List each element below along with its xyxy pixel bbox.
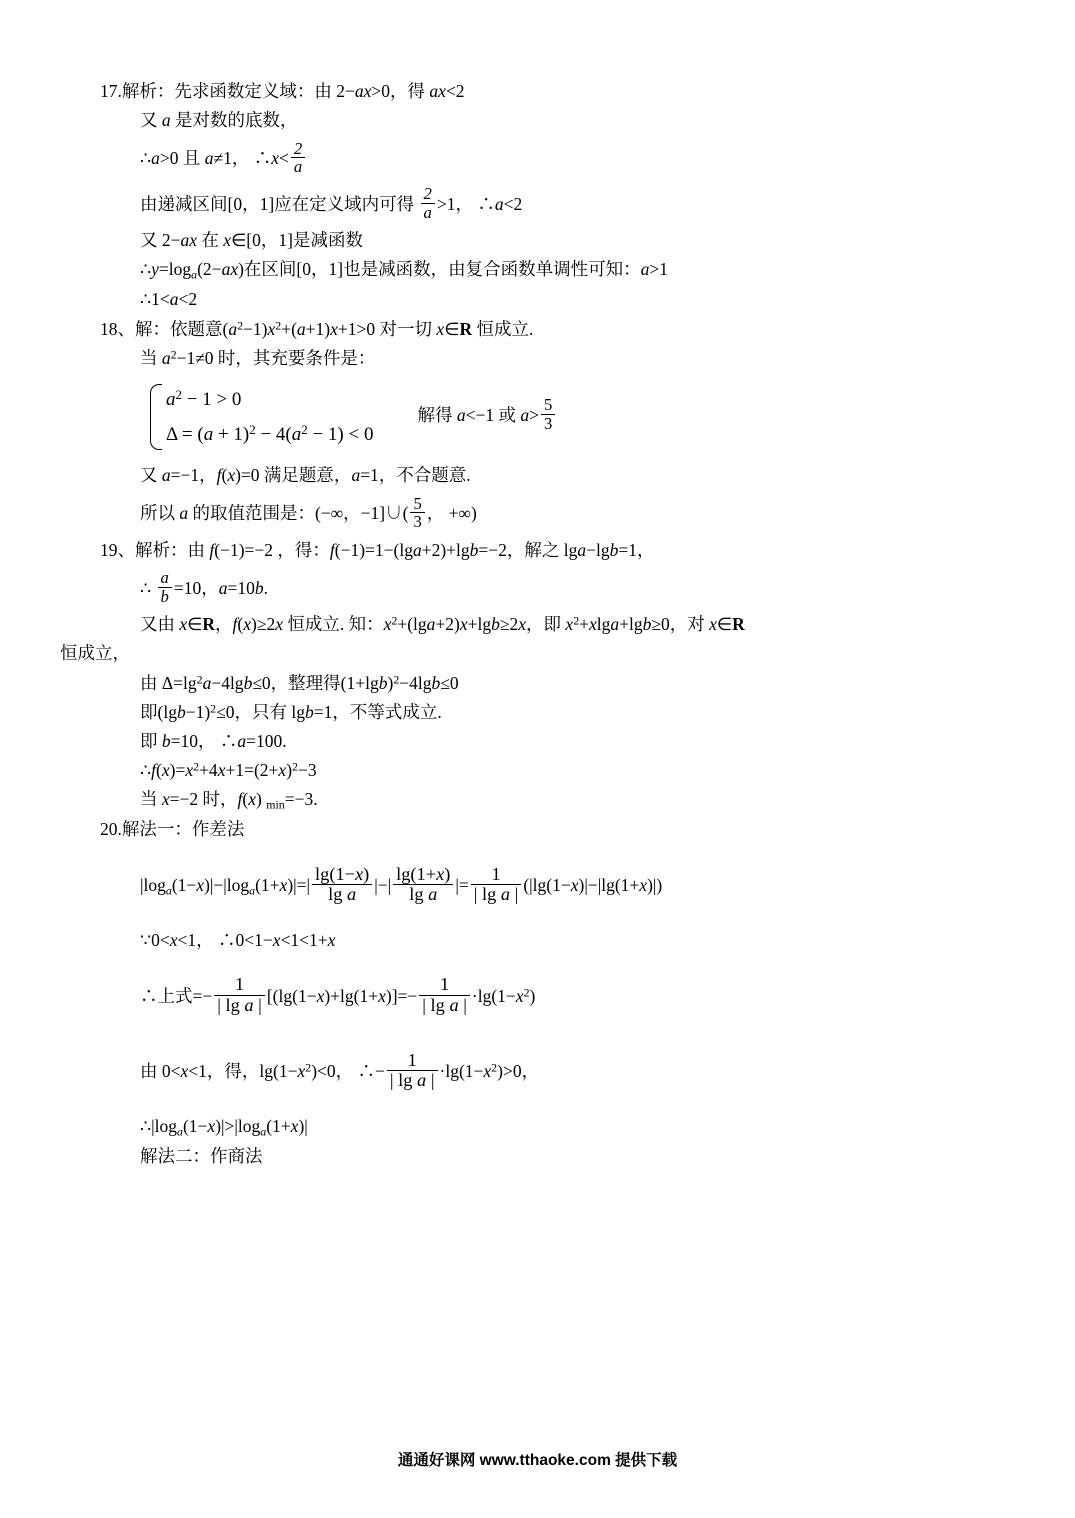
problem-19-line-7: $\therefore f(x)=x^2+4x+1=(2+x)^2-3$ xyxy=(140,759,317,780)
problem-18-line-1: 18、解：依题意$(a^2-1)x^2+(a+1)x+1>0$ 对一切 x∈R 恒成立. xyxy=(100,318,534,339)
problem-17-line-5: 又 2−ax 在 x∈[0，1]是减函数 xyxy=(140,230,363,251)
problem-19-line-1: 19、解析：由 f(−1)=−2 ，得：f(−1)=1−(lga+2)+lgb=−2，解之 lga−lgb=1， xyxy=(100,539,655,560)
problem-20-line-6: $\therefore|\log_a(1-x)|>|\log_a(1+x)|$ xyxy=(140,1115,308,1139)
problem-18-system xyxy=(100,382,980,452)
problem-19-line-2: ∴ $\frac{a}{b}$ =10，a=10b. xyxy=(140,568,268,606)
problem-18-solution-text: 解得 a<−1 或 a> $\frac{5}{3}$ xyxy=(387,399,557,435)
problem-19-line-4: 由 $\Delta=\lg^2a-4\lg b\le 0$，整理得$(1+\lg b)^2-4\lg b\le 0$ xyxy=(140,672,459,693)
problem-20-line-2: $|\log_a(1-x)|-|\log_a(1+x)|=|$ $\frac{\lg(1-x)}{\text{lg a}}$ |−| $\frac{\lg(1+x)}{\text{lg a}}$ |= $\frac{1}{\text{| lg a |}}$ (|lg(1−x)|−|lg(1+x)|) xyxy=(140,863,663,904)
problem-17-line-2: 又 a 是对数的底数， xyxy=(140,110,298,131)
document-body xyxy=(60,78,980,1172)
problem-17-line-4: 由递减区间[0，1]应在定义域内可得 $\frac{2}{a}$ >1， ∴a<2 xyxy=(140,184,523,222)
problem-18-line-5: 所以 a 的取值范围是：(−∞，−1]∪( $\frac{5}{3}$ ， +∞) xyxy=(140,493,477,532)
problem-19-line-5: 即$(\lg b-1)^2\le 0$，只有 lgb=1，不等式成立. xyxy=(140,701,442,722)
page-footer: 通通好课网 www.tthaoke.com 提供下载 xyxy=(397,1452,678,1469)
problem-20-line-5: 由 0<x<1，得，$\lg(1-x^2)<0$， ∴− $\frac{1}{\text{| lg a |}}$ $\cdot\lg(1-x^2)>0$， xyxy=(140,1049,540,1091)
problem-20-line-4: ∴上式=− $\frac{1}{\text{| lg a |}}$ [(lg(1−x)+lg(1+x)]=− $\frac{1}{\text{| lg a |}}$ $\cdot\lg(1-x^2)$ xyxy=(140,974,536,1015)
problem-17-line-3: ∴a>0 且 a≠1， ∴x< $\frac{2}{a}$ xyxy=(100,136,980,182)
problem-20-line-1: 20.解法一：作差法 xyxy=(100,819,245,840)
problem-18-line-4: 又 a=−1，f(x)=0 满足题意，a=1，不合题意. xyxy=(140,465,471,486)
problem-19-line-3: 又由 x∈R，f(x)≥2x 恒成立. 知：$x^2+(\lg a+2)x+\lg b\ge 2x$，即 $x^2+xlga+\lg b\ge 0$，对 x∈R xyxy=(140,613,745,635)
problem-17-line-7: ∴1<a<2 xyxy=(140,289,198,310)
problem-19-line-3b: 恒成立， xyxy=(60,643,130,664)
problem-19-line-6: 即 b=10， ∴a=100. xyxy=(140,730,287,751)
problem-17-line-1: 17.解析：先求函数定义域：由 2−ax>0，得 ax<2 xyxy=(100,81,465,101)
problem-20-line-3: ∵0<x<1， ∴0<1−x<1<1+x xyxy=(140,929,336,950)
problem-19-line-8: 当 x=−2 时，f(x) $_{min}$=−3. xyxy=(140,789,318,812)
problem-17-line-6: $\therefore y=\log_a(2-ax)$在区间[0，1]也是减函数，由复合函数单调性可知：a>1 xyxy=(140,259,668,282)
inequality-system: $a^2 - 1 > 0$ $\Delta = (a + 1)^2 - 4(a^2 - 1) < 0$ xyxy=(144,382,373,452)
problem-18-line-2: 当 $a^2-1\ne 0$ 时，其充要条件是： xyxy=(140,347,376,368)
problem-20-line-7: 解法二：作商法 xyxy=(140,1145,263,1166)
